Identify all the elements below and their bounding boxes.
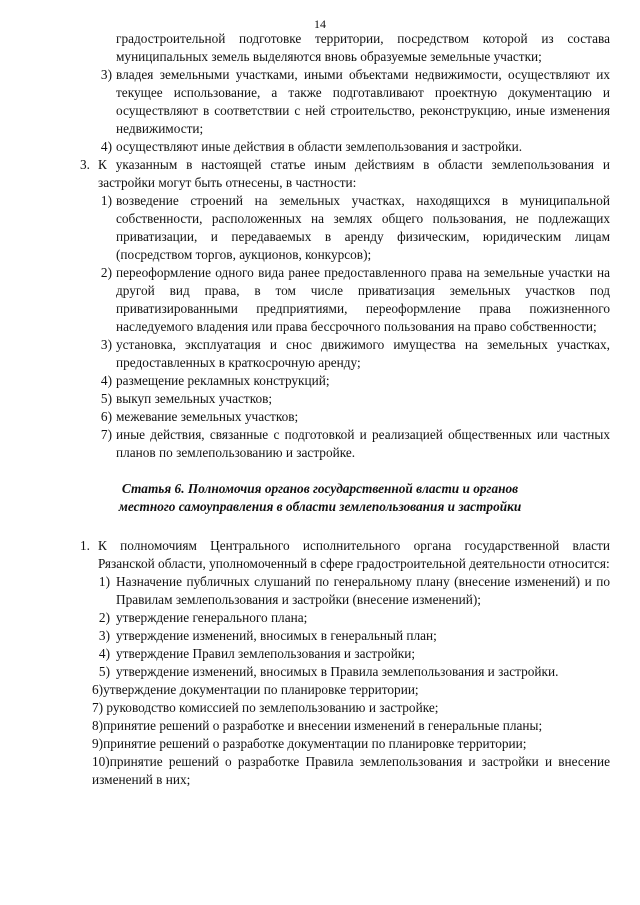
- continuation-text: градостроительной подготовке территории, посредством которой из состава муниципальных земель выделяются вновь образуемые земельные участки;: [116, 31, 610, 64]
- clause-number: 3.: [80, 157, 90, 172]
- list-item-number: 3): [100, 337, 112, 352]
- list-item-number: 7): [100, 427, 112, 442]
- list-item: [0, 372, 640, 390]
- list-item-text: утверждение генерального плана;: [116, 610, 308, 625]
- list-item: [0, 426, 640, 462]
- article-title-line-2: местного самоуправления в области землепользования и застройки: [118, 499, 522, 514]
- list-item-number: 1): [100, 193, 112, 208]
- list-item-text: иные действия, связанные с подготовкой и реализацией общественных или частных планов по землепользованию и застройке.: [116, 427, 610, 460]
- list-item-number: 5): [98, 664, 110, 679]
- article-title-line-1: Статья 6. Полномочия органов государственной власти и органов: [121, 481, 519, 496]
- list-item-number: 4): [100, 139, 112, 154]
- list-item-inline: 6)утверждение документации по планировке территории;: [92, 682, 419, 697]
- list-item: [0, 264, 640, 336]
- list-item: [0, 192, 640, 264]
- list-item: [0, 66, 640, 138]
- list-item: [0, 408, 640, 426]
- list-item-number: 2): [98, 610, 110, 625]
- list-item-text: установка, эксплуатация и снос движимого имущества на земельных участках, предоставленных в краткосрочную аренду;: [116, 337, 610, 370]
- list-item-text: возведение строений на земельных участках, находящихся в муниципальной собственности, расположенных на землях общего пользования, не подлежащих приватизации, и передаваемых в аренду физическим, юридическим лицам (посредством торгов, аукционов, конкурсов);: [116, 193, 610, 262]
- list-item-number: 3): [98, 628, 110, 643]
- list-item-text: владея земельными участками, иными объектами недвижимости, осуществляют их текущее использование, а также подготавливают проектную документацию и осуществляют в соответствии с ней строительство, реконструкцию, иные изменения недвижимости;: [116, 67, 610, 136]
- list-item-inline: 8)принятие решений о разработке и внесении изменений в генеральные планы;: [92, 718, 543, 733]
- list-item: [0, 663, 640, 681]
- list-item-number: 1): [98, 574, 110, 589]
- list-item: [0, 336, 640, 372]
- list-item-number: 3): [100, 67, 112, 82]
- clause-text: К указанным в настоящей статье иным действиям в области землепользования и застройки могут быть отнесены, в частности:: [98, 157, 610, 190]
- list-item: [0, 627, 640, 645]
- list-item-text: утверждение изменений, вносимых в генеральный план;: [116, 628, 437, 643]
- list-item-number: 4): [98, 646, 110, 661]
- page-number: 14: [314, 17, 326, 31]
- list-item: [0, 138, 640, 156]
- list-item-number: 6): [100, 409, 112, 424]
- list-item: [0, 390, 640, 408]
- list-item-text: размещение рекламных конструкций;: [116, 373, 330, 388]
- list-item-text: межевание земельных участков;: [116, 409, 299, 424]
- list-item-inline: 10)принятие решений о разработке Правила землепользования и застройки и внесение изменений в них;: [92, 754, 610, 787]
- list-item-text: Назначение публичных слушаний по генеральному плану (внесение изменений) и по Правилам землепользования и застройки (внесение изменений);: [116, 574, 610, 607]
- clause-text: К полномочиям Центрального исполнительного органа государственной власти Рязанской области, уполномоченный в сфере градостроительной деятельности относится:: [98, 538, 610, 571]
- list-item: [0, 609, 640, 627]
- clause-number: 1.: [80, 538, 90, 553]
- list-item-inline: 7) руководство комиссией по землепользованию и застройке;: [92, 700, 439, 715]
- list-item-text: выкуп земельных участков;: [116, 391, 273, 406]
- article-heading: [0, 480, 640, 516]
- list-item-number: 2): [100, 265, 112, 280]
- list-item-text: осуществляют иные действия в области землепользования и застройки.: [116, 139, 523, 154]
- list-item-text: переоформление одного вида ранее предоставленного права на земельные участки на другой вид права, в том числе приватизация земельных участков под приватизированными предприятиями, переоформление права пожизненного наследуемого владения или права бессрочного пользования на право собственности;: [116, 265, 610, 334]
- list-item: [0, 645, 640, 663]
- list-item-inline: 9)принятие решений о разработке документации по планировке территории;: [92, 736, 527, 751]
- list-item-text: утверждение Правил землепользования и застройки;: [116, 646, 416, 661]
- list-item-number: 4): [100, 373, 112, 388]
- list-item: [0, 573, 640, 609]
- clause-1: [0, 537, 640, 573]
- document-body: [0, 30, 640, 789]
- list-item-text: утверждение изменений, вносимых в Правила землепользования и застройки.: [116, 664, 559, 679]
- list-item-number: 5): [100, 391, 112, 406]
- clause-3: [0, 156, 640, 192]
